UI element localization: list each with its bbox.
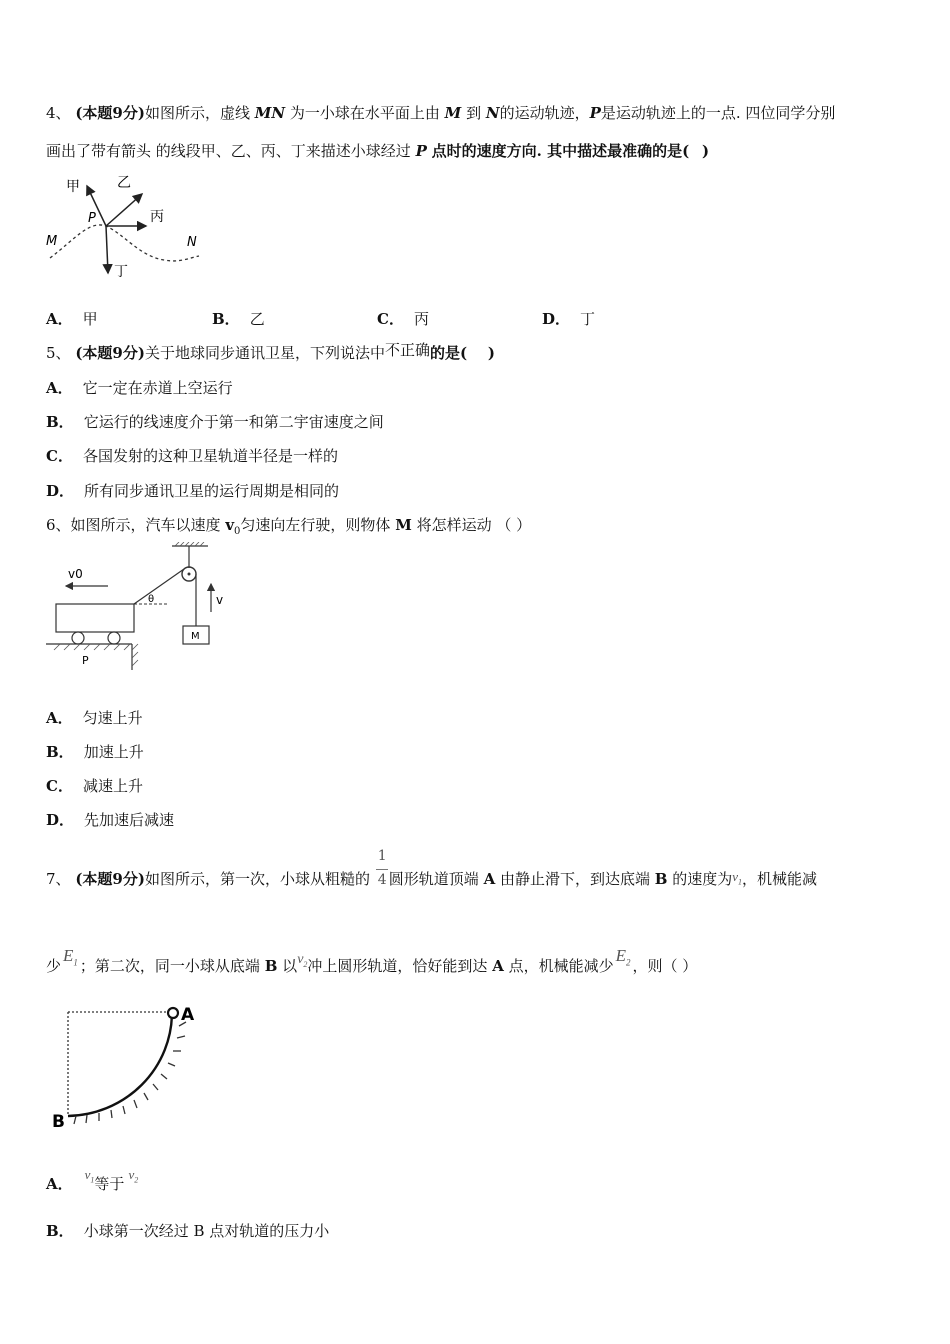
label-ding: 丁 xyxy=(114,264,128,280)
q4-figure xyxy=(44,168,214,283)
q6-figure xyxy=(44,542,244,670)
label-m: M xyxy=(191,631,200,642)
fraction-quarter: $\frac{1}{4}$ xyxy=(377,848,387,888)
q4-option-a[interactable]: A． 甲 xyxy=(46,310,98,328)
label-b: B xyxy=(52,1112,65,1132)
q6-option-b[interactable]: B． 加速上升 xyxy=(46,743,144,761)
label-n: N xyxy=(187,235,197,250)
label-v0: v0 xyxy=(68,567,83,581)
label-yi: 乙 xyxy=(117,175,131,191)
q5-stem: 5、 (本题9分)关于地球同步通讯卫星，下列说法中不正确的是( ) xyxy=(46,341,495,362)
arc-track xyxy=(68,1012,172,1116)
label-p: P xyxy=(82,654,89,667)
label-a: A xyxy=(181,1005,195,1025)
q6-option-a[interactable]: A． 匀速上升 xyxy=(46,709,143,727)
q7-stem-line2: 少$E_1$ ；第二次，同一小球从底端 B 以$v_2$冲上圆形轨道，恰好能到达 A 点，机械能减少$E_2$ ，则（ ） xyxy=(46,946,698,975)
label-m: M xyxy=(46,234,58,249)
q4-option-d[interactable]: D． 丁 xyxy=(542,310,596,328)
label-p: P xyxy=(88,211,96,226)
q5-option-d[interactable]: D． 所有同步通讯卫星的运行周期是相同的 xyxy=(46,482,340,500)
label-bing: 丙 xyxy=(150,209,164,225)
q5-option-c[interactable]: C． 各国发射的这种卫星轨道半径是一样的 xyxy=(46,447,338,465)
q7-option-a[interactable]: A．$v_1$等于$v_2$ xyxy=(46,1167,139,1193)
ball xyxy=(168,1008,178,1018)
q6-option-c[interactable]: C． 减速上升 xyxy=(46,777,143,795)
q4-option-b[interactable]: B． 乙 xyxy=(212,310,265,328)
car-body xyxy=(56,604,134,632)
arrow-yi xyxy=(106,194,142,226)
q6-option-d[interactable]: D． 先加速后减速 xyxy=(46,811,175,829)
q5-option-a[interactable]: A． 它一定在赤道上空运行 xyxy=(46,379,233,397)
q7-figure xyxy=(48,1000,218,1134)
label-theta: θ xyxy=(148,594,155,605)
label-jia: 甲 xyxy=(66,179,80,195)
q7-stem-line1: 7、 (本题9分)如图所示，第一次，小球从粗糙的 $\frac{1}{4}$ 圆形轨道顶端 A 由静止滑下，到达底端 B 的速度为$v_1$，机械能减 xyxy=(46,848,818,888)
q6-stem: 6、如图所示，汽车以速度 $v_0$匀速向左行驶，则物体 M 将怎样运动 （ ） xyxy=(46,516,532,537)
trajectory-curve xyxy=(50,225,199,261)
q5-option-b[interactable]: B． 它运行的线速度介于第一和第二宇宙速度之间 xyxy=(46,413,384,431)
q7-option-b[interactable]: B． 小球第一次经过 B 点对轨道的压力小 xyxy=(46,1222,330,1240)
q4-stem-line1: 4、 (本题9分)如图所示，虚线 MN 为一小球在水平面上由 M 到 N的运动轨迹，P是运动轨迹上的一点. 四位同学分别 xyxy=(46,104,836,122)
q4-option-c[interactable]: C． 丙 xyxy=(377,310,429,328)
arrow-ding xyxy=(106,226,108,273)
q4-stem-line2: 画出了带有箭头 的线段甲、乙、丙、丁来描述小球经过 P 点时的速度方向. 其中描述最准确的是( ) xyxy=(46,142,710,160)
label-v: v xyxy=(216,593,224,607)
